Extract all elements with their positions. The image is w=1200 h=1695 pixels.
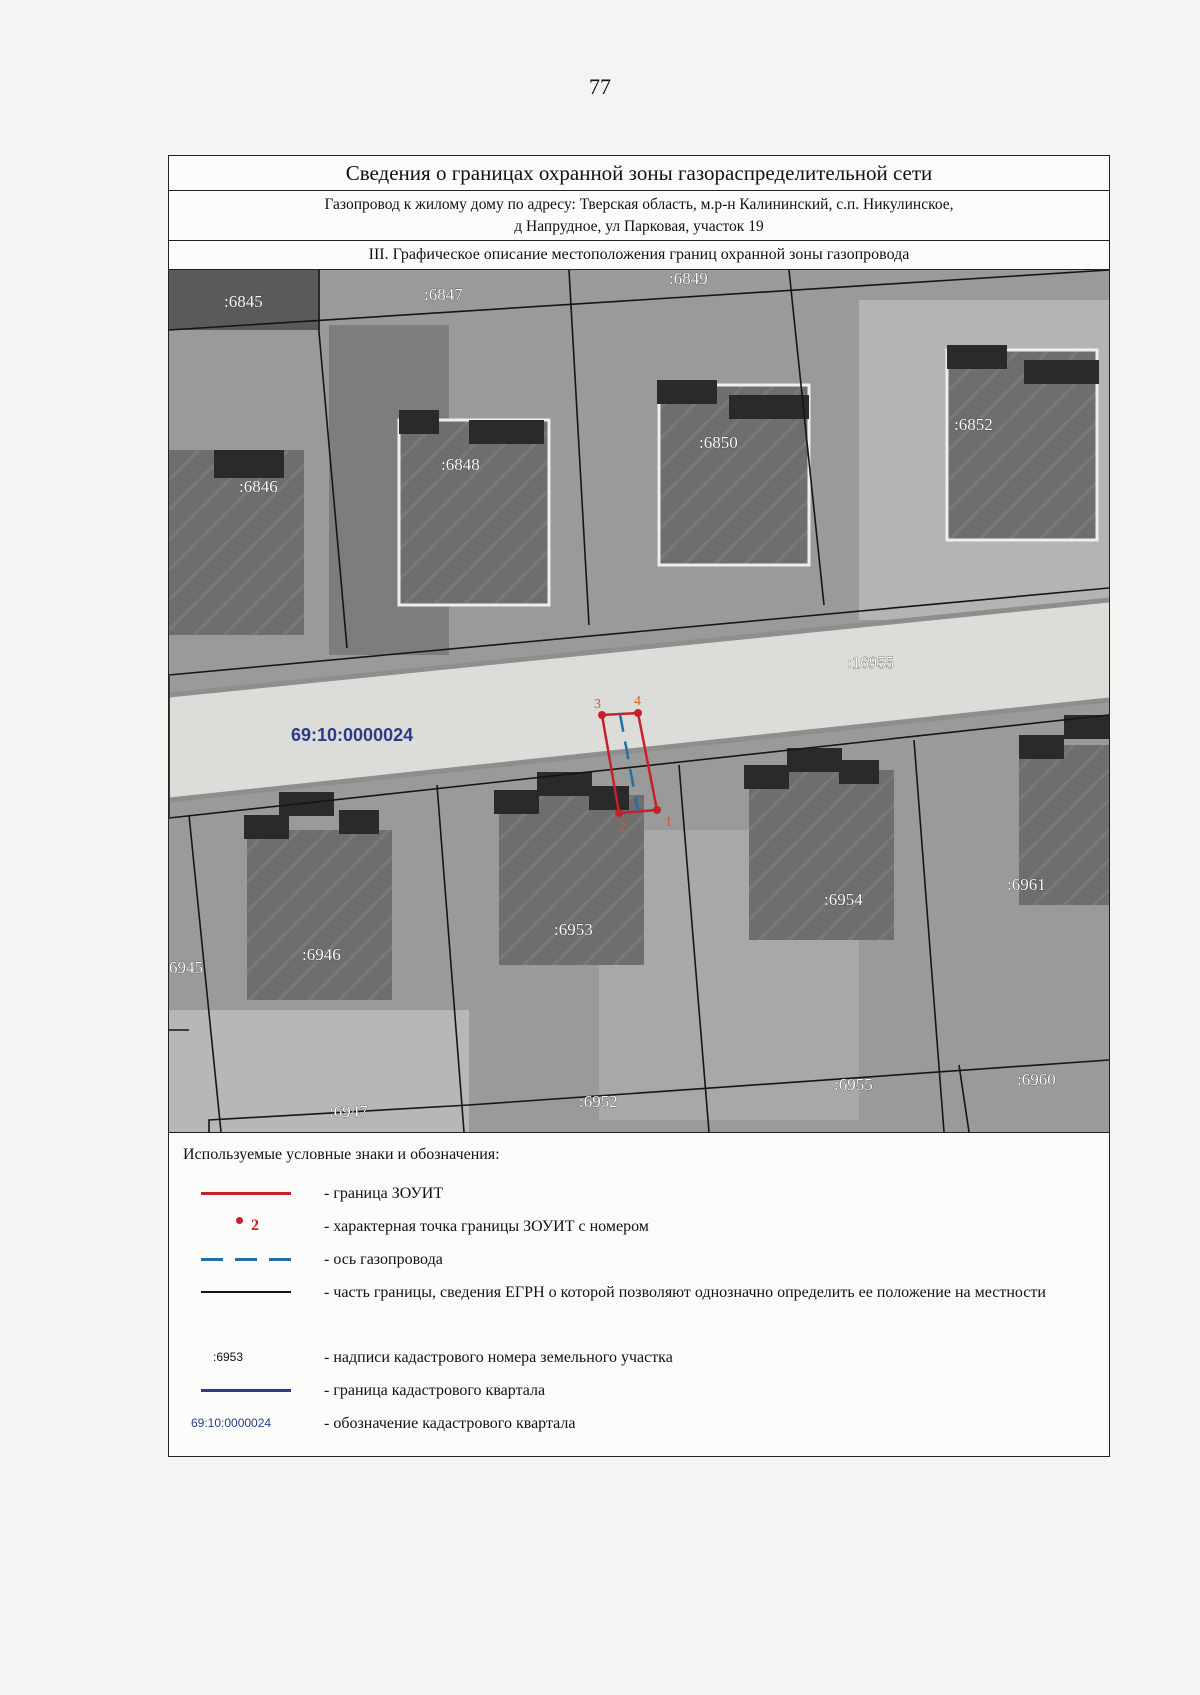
red-point-symbol: 2 xyxy=(191,1211,281,1241)
map-canvas xyxy=(169,270,1109,1132)
legend-text: - граница ЗОУИТ xyxy=(324,1185,444,1202)
black-line-symbol xyxy=(191,1277,281,1307)
legend-heading: Используемые условные знаки и обозначения: xyxy=(183,1146,500,1163)
parcel-label: :6954 xyxy=(824,890,863,909)
section-title: III. Графическое описание местоположения границ охранной зоны газопровода xyxy=(169,241,1109,270)
house xyxy=(657,380,809,565)
boundary-point-3[interactable] xyxy=(598,711,606,719)
legend-text: - граница кадастрового квартала xyxy=(324,1382,546,1399)
parcel-label: :6955 xyxy=(834,1075,873,1094)
legend-text: - обозначение кадастрового квартала xyxy=(324,1415,576,1432)
legend-text: - характерная точка границы ЗОУИТ с номером xyxy=(324,1218,649,1235)
protection-zone-sheet xyxy=(168,155,1110,1457)
parcel-label: :6946 xyxy=(302,945,341,964)
object-line-2: д Напрудное, ул Парковая, участок 19 xyxy=(514,218,764,235)
legend-item-boundary-point xyxy=(169,1211,1109,1241)
parcel-label: :6952 xyxy=(579,1092,618,1111)
legend-text: - часть границы, сведения ЕГРН о которой позволяют однозначно определить ее положение на местности xyxy=(324,1284,1046,1301)
house xyxy=(744,748,894,940)
quarter-label: 69:10:0000024 xyxy=(291,725,414,745)
quarter-text-symbol: 69:10:0000024 xyxy=(191,1416,272,1430)
house xyxy=(169,450,304,635)
navy-line-symbol xyxy=(191,1375,281,1405)
satellite-map[interactable] xyxy=(169,270,1109,1133)
parcel-label: :6960 xyxy=(1017,1070,1056,1089)
blue-dashed-line-symbol xyxy=(191,1244,281,1274)
parcel-label: :6846 xyxy=(239,477,278,496)
boundary-point-2[interactable] xyxy=(615,809,623,817)
legend-item-gas-axis xyxy=(169,1244,1109,1274)
boundary-point-4[interactable] xyxy=(634,709,642,717)
page-number: 77 xyxy=(589,74,611,99)
parcel-label: :6850 xyxy=(699,433,738,452)
point-label-1: 1 xyxy=(665,815,672,830)
parcel-label: :6849 xyxy=(669,270,708,288)
parcel-label: :6961 xyxy=(1007,875,1046,894)
parcel-label: :6953 xyxy=(554,920,593,939)
legend-item-egrn-boundary xyxy=(169,1277,1109,1307)
legend xyxy=(169,1133,1109,1456)
parcel-label: :6852 xyxy=(954,415,993,434)
parcel-label: :6845 xyxy=(224,292,263,311)
boundary-point-1[interactable] xyxy=(653,806,661,814)
house xyxy=(399,410,549,605)
sheet-title: Сведения о границах охранной зоны газораспределительной сети xyxy=(169,156,1109,191)
point-label-4: 4 xyxy=(634,694,641,709)
parcel-label: :6847 xyxy=(424,285,463,304)
point-label-3: 3 xyxy=(594,697,601,712)
legend-text: - ось газопровода xyxy=(324,1251,443,1268)
parcel-label: :6947 xyxy=(329,1102,368,1121)
parcel-label: 6945 xyxy=(169,958,203,977)
legend-item-quarter-label xyxy=(169,1408,1109,1438)
red-line-symbol xyxy=(191,1178,281,1208)
parcel-label: :16955 xyxy=(847,653,895,672)
legend-item-zone-boundary xyxy=(169,1178,1109,1208)
object-line-1: Газопровод к жилому дому по адресу: Тверская область, м.р-н Калининский, с.п. Никулинское, xyxy=(324,196,954,213)
cadastral-text-symbol: :6953 xyxy=(213,1350,244,1364)
house xyxy=(947,345,1099,540)
legend-item-quarter-boundary xyxy=(169,1375,1109,1405)
legend-item-cadastral-number xyxy=(169,1342,1109,1372)
object-description xyxy=(169,191,1109,241)
parcel-label: :6848 xyxy=(441,455,480,474)
legend-text: - надписи кадастрового номера земельного участка xyxy=(324,1349,673,1366)
point-label-2: 2 xyxy=(619,821,626,836)
